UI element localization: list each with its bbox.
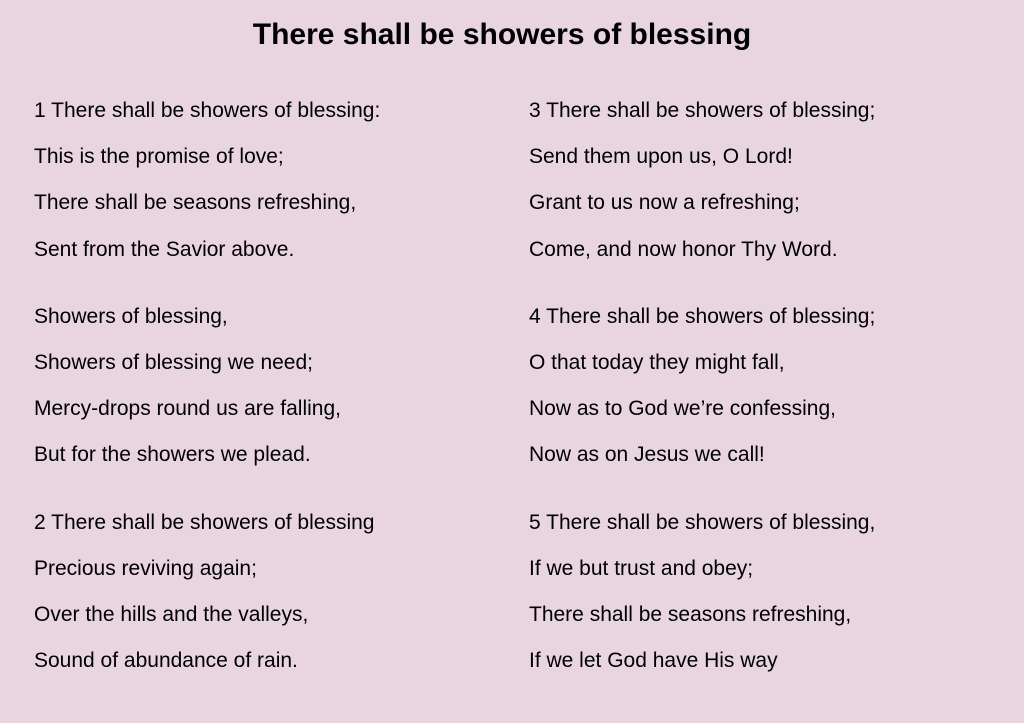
- right-column: [529, 88, 875, 705]
- lyric-line: But for the showers we plead.: [34, 443, 311, 467]
- hymn-title: There shall be showers of blessing: [252, 18, 752, 51]
- lyric-line: There shall be seasons refreshing,: [529, 603, 852, 627]
- lyric-line: O that today they might fall,: [529, 351, 785, 375]
- lyric-line: Come, and now honor Thy Word.: [529, 237, 838, 261]
- lyric-line: This is the promise of love;: [34, 145, 284, 169]
- lyric-line: There shall be seasons refreshing,: [34, 191, 357, 215]
- lyric-line: Now as to God we’re confessing,: [529, 397, 836, 421]
- lyric-line: If we but trust and obey;: [529, 556, 754, 580]
- stanza-chorus: [34, 294, 380, 479]
- left-column: [34, 88, 380, 705]
- lyric-line: Send them upon us, O Lord!: [529, 145, 793, 169]
- lyric-line: Showers of blessing,: [34, 304, 228, 328]
- lyric-line: 3 There shall be showers of blessing;: [529, 99, 876, 122]
- lyric-line: 2 There shall be showers of blessing: [34, 510, 375, 534]
- stanza-verse-1: [34, 88, 380, 273]
- lyric-line: 1 There shall be showers of blessing:: [34, 99, 381, 122]
- stanza-verse-4: [529, 294, 875, 479]
- lyric-line: 4 There shall be showers of blessing;: [529, 304, 876, 328]
- lyric-line: If we let God have His way: [529, 649, 778, 673]
- stanza-verse-5: [529, 500, 875, 685]
- lyric-line: Sound of abundance of rain.: [34, 649, 298, 673]
- lyric-line: 5 There shall be showers of blessing,: [529, 510, 876, 534]
- lyric-line: Showers of blessing we need;: [34, 351, 313, 375]
- stanza-verse-2: [34, 500, 380, 685]
- lyric-line: Now as on Jesus we call!: [529, 443, 765, 467]
- stanza-verse-3: [529, 88, 875, 273]
- lyric-line: Precious reviving again;: [34, 556, 257, 580]
- lyric-line: Sent from the Savior above.: [34, 237, 295, 261]
- lyric-line: Mercy-drops round us are falling,: [34, 397, 341, 421]
- lyric-line: Over the hills and the valleys,: [34, 603, 309, 627]
- lyric-line: Grant to us now a refreshing;: [529, 191, 800, 215]
